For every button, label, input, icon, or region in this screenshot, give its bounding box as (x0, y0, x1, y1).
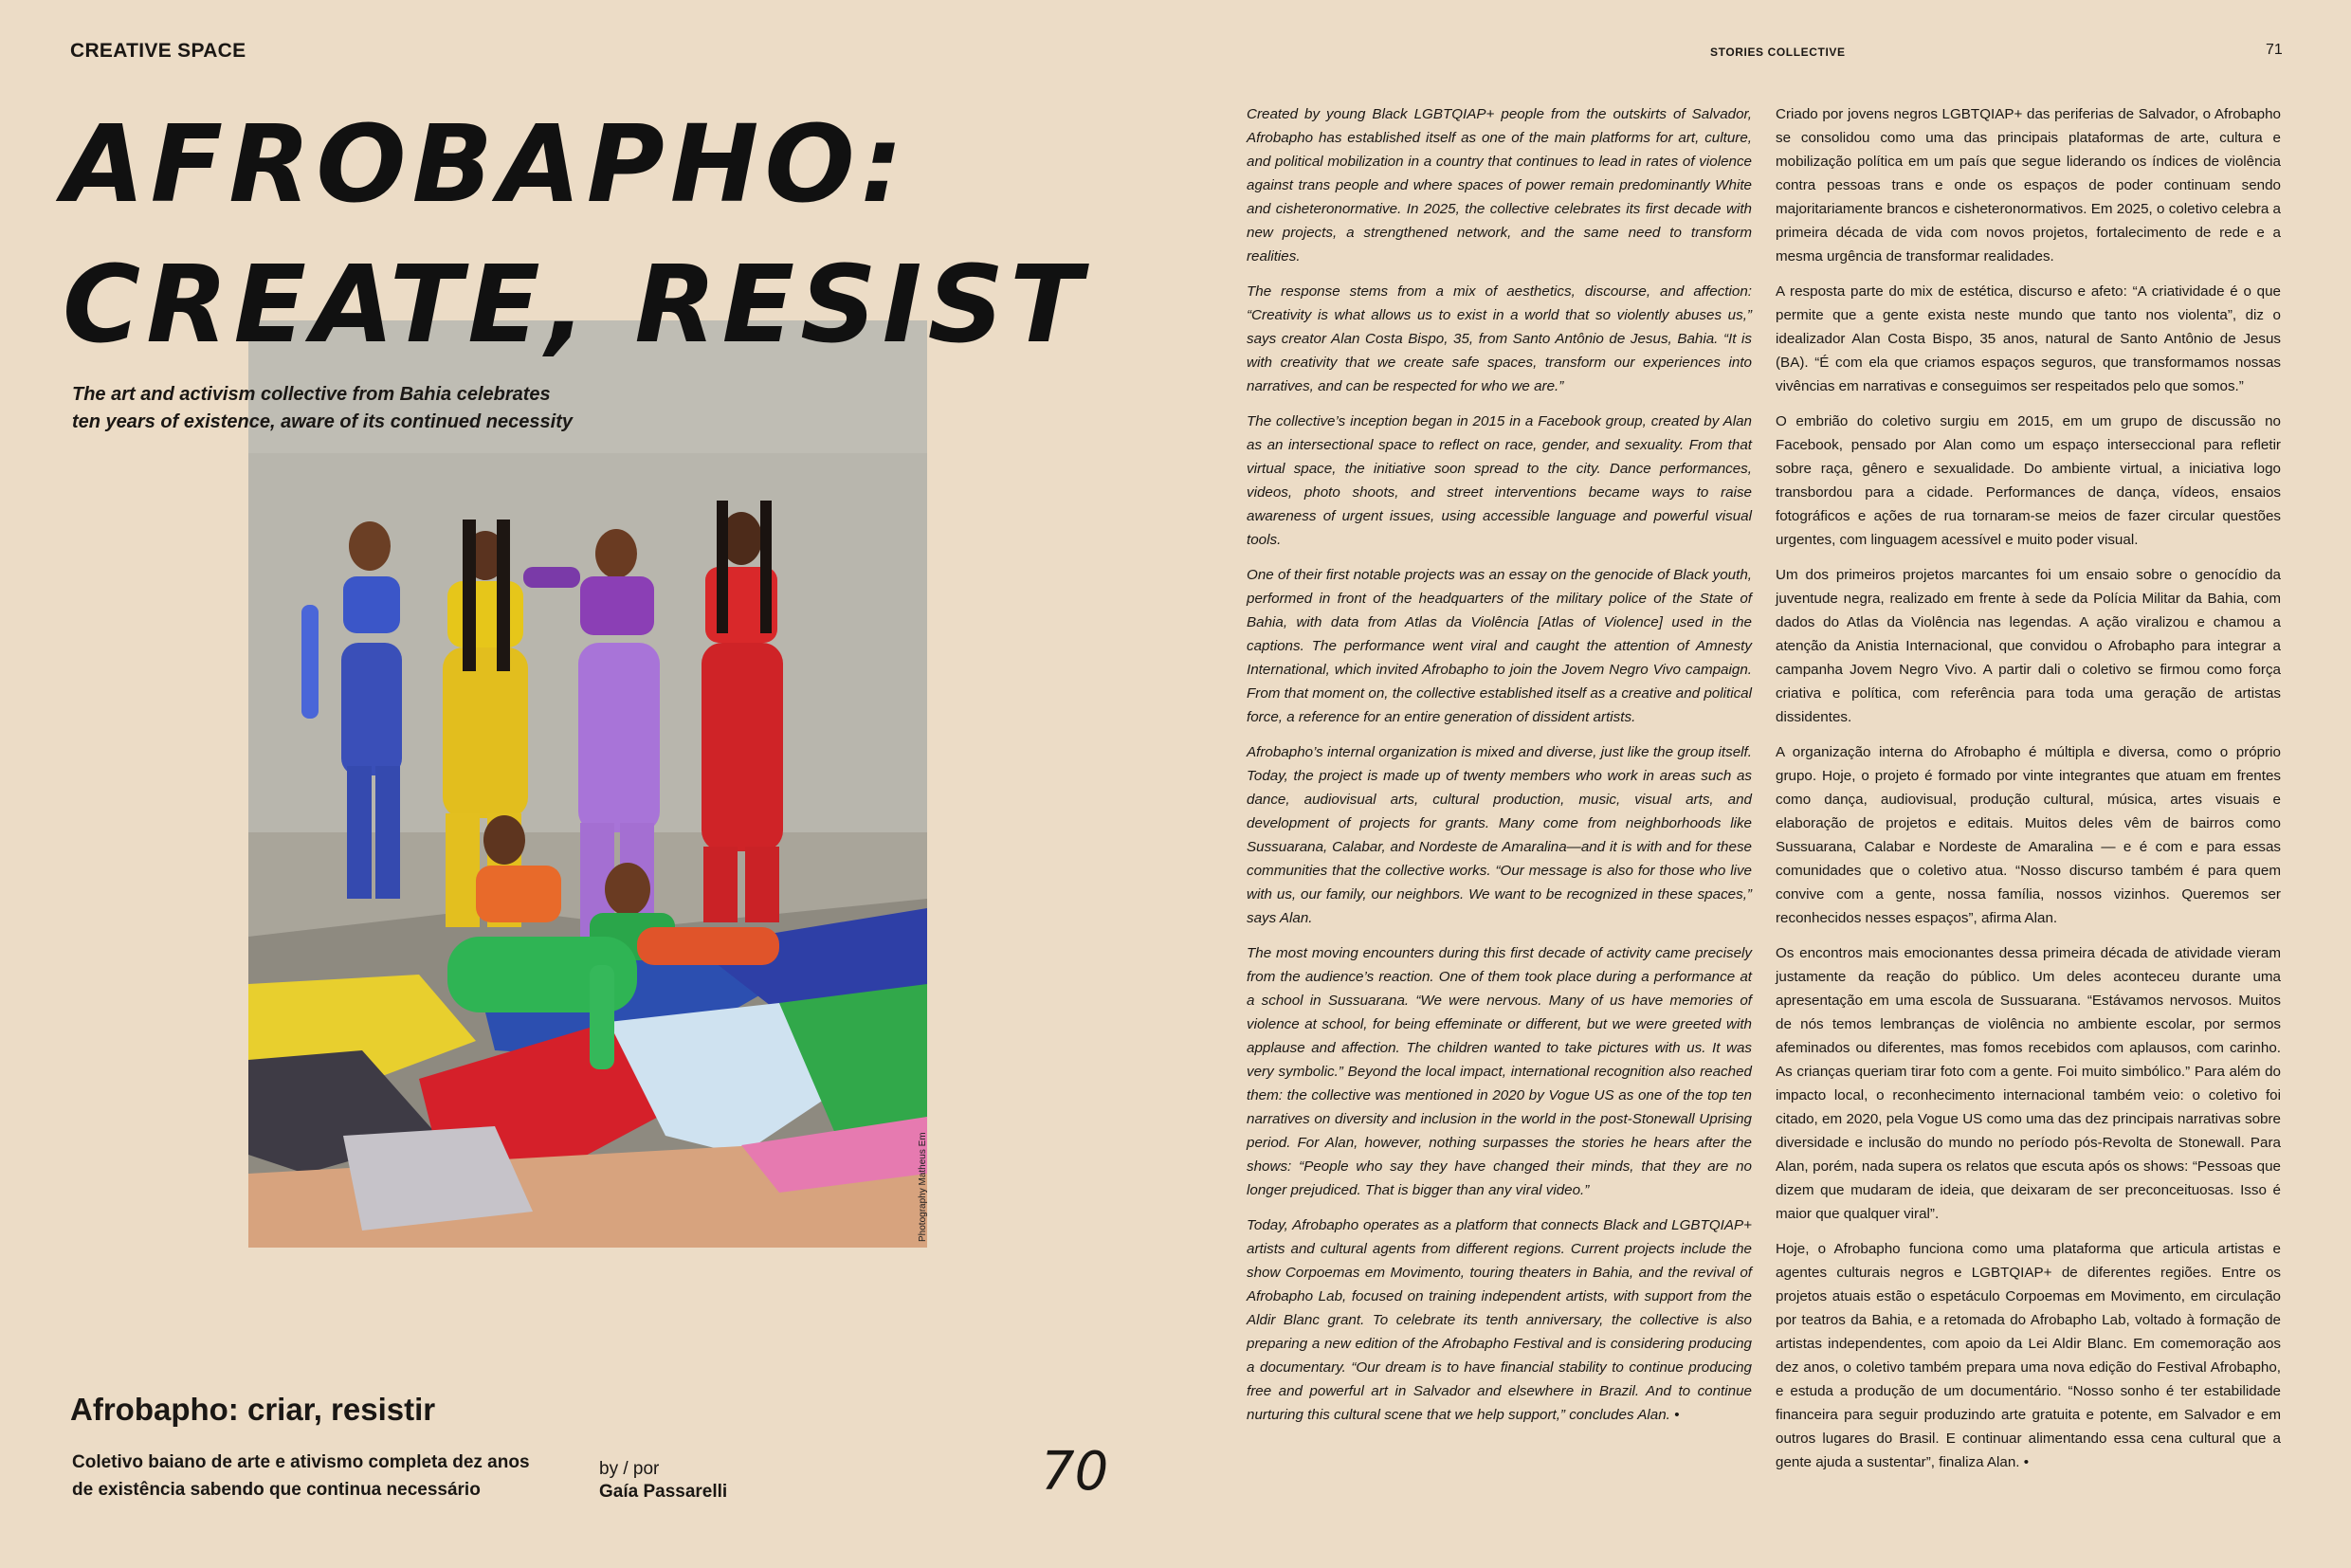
paragraph-en: Today, Afrobapho operates as a platform that connects Black and LGBTQIAP+ artists and cultural agents from different regions. Current projects include the show Corpoemas em Movimento, touring theaters in Bahia, and the revival of Afrobapho Lab, focused on training independent artists, with support from the Aldir Blanc grant. To celebrate its tenth anniversary, the collective is also preparing a new edition of the Afrobapho Festival and is considering producing a documentary. “Our dream is to have financial stability to continue producing free and powerful art in Salvador and elsewhere in Brazil. And to continue nurturing this cultural scene that we help support,” concludes Alan. • (1247, 1217, 1752, 1423)
title-line-1: AFROBAPHO: (63, 103, 909, 227)
author-name: Gaía Passarelli (599, 1482, 728, 1502)
portuguese-subtitle-line-2: de existência sabendo que continua necessário (72, 1480, 481, 1500)
paragraph-pt: A organização interna do Afrobapho é múltipla e diversa, como o próprio grupo. Hoje, o projeto é formado por vinte integrantes que atuam em frentes como dança, audiovisual, produção cultural, música, artes visuais e elaboração de projetos e editais. Muitos deles vêm de bairros como Sussuarana, Calabar e Nordeste de Amaralina — e é com e para essas comunidades que o coletivo atua. “Nosso discurso também é para quem convive com a gente, nossa família, nossos vizinhos. Queremos ser reconhecidos nesses espaços”, afirma Alan. (1776, 744, 2281, 926)
paragraph-pt: Um dos primeiros projetos marcantes foi um ensaio sobre o genocídio da juventude negra, realizado em frente à sede da Polícia Militar da Bahia, com dados do Atlas da Violência nas legendas. A ação viralizou e chamou a atenção da Anistia Internacional, que convidou o Afrobapho para integrar a campanha Jovem Negro Vivo. A partir dali o coletivo se firmou como força criativa e política, com referência para toda uma geração de artistas dissidentes. (1776, 567, 2281, 725)
running-head: STORIES COLLECTIVE (1710, 46, 1846, 59)
paragraph-en: The most moving encounters during this first decade of activity came precisely from the audience’s reaction. One of them took place during a performance at a school in Sussuarana. “We were nervous. Many of us have memories of violence at school, for being effeminate or different, but we were greeted with applause and affection. The children wanted to take pictures with us. It was very symbolic.” Beyond the local impact, international recognition also reached them: the collective was mentioned in 2020 by Vogue US as one of the top ten narratives on diversity and inclusion in the world in the post-Stonewall Uprising period. For Alan, however, nothing surpasses the stories he hears after the shows: “People who say they have changed their minds, that they are no longer prejudiced. That is bigger than any viral video.” (1247, 945, 1752, 1198)
article-column-english (1247, 102, 1752, 1438)
paragraph-en: Afrobapho’s internal organization is mixed and diverse, just like the group itself. Today, the project is made up of twenty members who work in areas such as dance, audiovisual arts, cultural production, music, visual arts, and development of projects for grants. Many come from neighborhoods like Sussuarana, Calabar, and Nordeste de Amaralina—and it is with and for these communities that the collective works. “Our message is also for those who live with us, our family, our neighbors. We want to be recognized in these spaces,” says Alan. (1247, 744, 1752, 926)
paragraph-pt: A resposta parte do mix de estética, discurso e afeto: “A criatividade é o que permite que a gente exista neste mundo que tanto nos violenta”, diz o idealizador Alan Costa Bispo, 35 anos, natural de Santo Antônio de Jesus (BA). “É com ela que criamos espaços seguros, que transformamos nossas vivências em narrativas e conseguimos ser respeitados pelo que somos.” (1776, 283, 2281, 394)
title-line-2: CREATE, RESIST (63, 244, 1088, 367)
photo-illustration (248, 320, 927, 1248)
page-number-left: 70 (1041, 1441, 1109, 1503)
photo-credit: Photography Matheus Em (918, 1132, 928, 1242)
article-title (63, 95, 1143, 375)
portuguese-subtitle (72, 1449, 565, 1504)
portuguese-title: Afrobapho: criar, resistir (70, 1392, 436, 1427)
paragraph-pt: Criado por jovens negros LGBTQIAP+ das periferias de Salvador, o Afrobapho se consolidou como uma das principais plataformas de arte, cultura e mobilização política em um país que segue liderando os índices de violência contra pessoas trans e onde os espaços de poder continuam sendo majoritariamente brancos e cisheteronormativos. Em 2025, o coletivo celebra a primeira década de vida com novos projetos, fortalecimento de rede e a mesma urgência de transformar realidades. (1776, 106, 2281, 264)
paragraph-en: Created by young Black LGBTQIAP+ people from the outskirts of Salvador, Afrobapho has established itself as one of the main platforms for art, culture, and political mobilization in a country that continues to lead in rates of violence against trans people and where spaces of power remain predominantly White and cisheteronormative. In 2025, the collective celebrates its first decade with new projects, a strengthened network, and the same need to transform realities. (1247, 106, 1752, 264)
paragraph-en: One of their first notable projects was an essay on the genocide of Black youth, performed in front of the headquarters of the military police of the State of Bahia, with data from Atlas da Violência [Atlas of Violence] used in the captions. The performance went viral and caught the attention of Amnesty International, which invited Afrobapho to join the Jovem Negro Vivo campaign. From that moment on, the collective established itself as a creative and political force, a reference for an entire generation of dissident artists. (1247, 567, 1752, 725)
paragraph-en: The response stems from a mix of aesthetics, discourse, and affection: “Creativity is what allows us to exist in a world that so violently abuses us,” says creator Alan Costa Bispo, 35, from Santo Antônio de Jesus, Bahia. “It is with creativity that we create safe spaces, transform our experiences into narratives, and can be respected for who we are.” (1247, 283, 1752, 394)
paragraph-en: The collective’s inception began in 2015 in a Facebook group, created by Alan as an intersectional space to reflect on race, gender, and sexuality. From that virtual space, the initiative soon spread to the city. Dance performances, videos, photo shoots, and street interventions became ways to raise awareness of urgent issues, using accessible language and powerful visual tools. (1247, 413, 1752, 548)
group-photo (248, 320, 927, 1248)
byline-label: by / por (599, 1459, 660, 1479)
article-subtitle (72, 381, 584, 436)
article-column-portuguese (1776, 102, 2281, 1486)
subtitle-line-1: The art and activism collective from Bahia celebrates (72, 384, 551, 405)
portuguese-subtitle-line-1: Coletivo baiano de arte e ativismo completa dez anos (72, 1452, 530, 1472)
subtitle-line-2: ten years of existence, aware of its continued necessity (72, 411, 573, 432)
paragraph-pt: O embrião do coletivo surgiu em 2015, em um grupo de discussão no Facebook, pensado por Alan como um espaço interseccional para refletir sobre raça, gênero e sexualidade. Do ambiente virtual, a iniciativa logo transbordou para a cidade. Performances de dança, vídeos, ensaios fotográficos e ações de rua tornaram-se meios de fazer circular questões urgentes, com linguagem acessível e muito poder visual. (1776, 413, 2281, 548)
page-number-right: 71 (2266, 42, 2283, 58)
paragraph-pt: Os encontros mais emocionantes dessa primeira década de atividade vieram justamente da reação do público. Um deles aconteceu durante uma apresentação em uma escola de Sussuarana. “Estávamos nervosos. Muitos de nós temos lembranças de violência no ambiente escolar, por sermos afeminados ou diferentes, mas fomos recebidos com aplausos, com carinho. As crianças queriam tirar foto com a gente. Foi muito simbólico.” Para além do impacto local, o reconhecimento internacional também veio: o coletivo foi citado, em 2020, pela Vogue US como uma das dez principais narrativas sobre diversidade e inclusão do mundo no período pós-Revolta de Stonewall. Para Alan, porém, nada supera os relatos que escuta após os shows: “Pessoas que dizem que mudaram de ideia, que deixaram de ser preconceituosas. Isso é maior que qualquer viral”. (1776, 945, 2281, 1222)
paragraph-pt: Hoje, o Afrobapho funciona como uma plataforma que articula artistas e agentes culturais negros e LGBTQIAP+ de diferentes regiões. Entre os projetos atuais estão o espetáculo Corpoemas em Movimento, em circulação por teatros da Bahia, e a retomada do Afrobapho Lab, voltado à formação de artistas independentes, com apoio da Lei Aldir Blanc. Em comemoração aos dez anos, o coletivo também prepara uma nova edição do Festival Afrobapho, e estuda a produção de um documentário. “Nosso sonho é ter estabilidade financeira para seguir produzindo arte gratuita e potente, em Salvador e em outros lugares do Brasil. E continuar alimentando essa cena cultural que a gente ajuda a sustentar”, finaliza Alan. • (1776, 1241, 2281, 1470)
byline (599, 1458, 727, 1504)
section-label: CREATIVE SPACE (70, 40, 246, 62)
